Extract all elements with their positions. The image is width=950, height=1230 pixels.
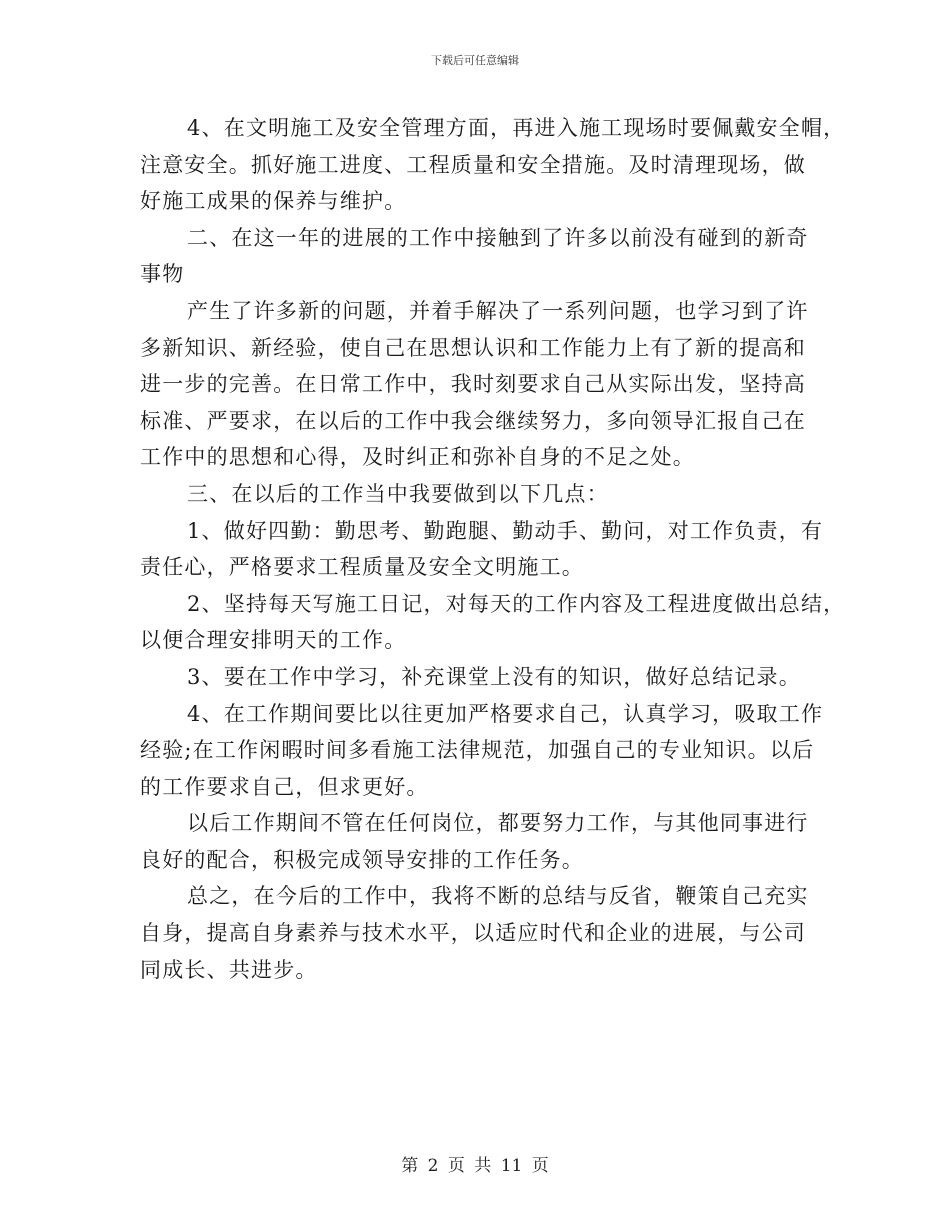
page-number: 第 2 页 共 11 页 [401, 1156, 549, 1176]
text-line: 2、坚持每天写施工日记，对每天的工作内容及工程进度做出总结， [187, 591, 846, 616]
text-line: 进一步的完善。在日常工作中，我时刻要求自己从实际出发，坚持高 [140, 372, 806, 397]
text-line: 标准、严要求，在以后的工作中我会继续努力，多向领导汇报自己在 [140, 408, 806, 433]
page-header: 下载后可任意编辑 [431, 54, 519, 67]
text-line: 责任心，严格要求工程质量及安全文明施工。 [140, 555, 584, 580]
text-line: 以便合理安排明天的工作。 [140, 628, 407, 653]
text-line: 好施工成果的保养与维护。 [140, 189, 407, 214]
text-line: 3、要在工作中学习，补充课堂上没有的知识，做好总结记录。 [187, 664, 801, 689]
text-line: 注意安全。抓好施工进度、工程质量和安全措施。及时清理现场，做 [140, 152, 806, 177]
text-line: 4、在文明施工及安全管理方面，再进入施工现场时要佩戴安全帽， [187, 116, 846, 140]
text-line: 1、做好四勤：勤思考、勤跑腿、勤动手、勤问，对工作负责，有 [187, 518, 824, 543]
text-line: 自身，提高自身素养与技术水平，以适应时代和企业的进展，与公司 [140, 921, 806, 946]
text-line: 事物 [140, 262, 185, 287]
text-line: 二、在这一年的进展的工作中接触到了许多以前没有碰到的新奇 [187, 225, 809, 250]
text-line: 同成长、共进步。 [140, 957, 318, 982]
text-line: 的工作要求自己，但求更好。 [140, 774, 429, 799]
text-line: 良好的配合，积极完成领导安排的工作任务。 [140, 847, 584, 872]
text-line: 产生了许多新的问题，并着手解决了一系列问题，也学习到了许 [187, 298, 809, 323]
text-line: 经验;在工作闲暇时间多看施工法律规范，加强自己的专业知识。以后 [140, 738, 815, 763]
text-line: 多新知识、新经验，使自己在思想认识和工作能力上有了新的提高和 [140, 335, 806, 360]
text-line: 工作中的思想和心得，及时纠正和弥补自身的不足之处。 [140, 445, 695, 470]
text-line: 三、在以后的工作当中我要做到以下几点： [187, 481, 609, 506]
text-line: 总之，在今后的工作中，我将不断的总结与反省，鞭策自己充实 [187, 884, 809, 909]
text-line: 以后工作期间不管在任何岗位，都要努力工作，与其他同事进行 [187, 811, 809, 836]
text-line: 4、在工作期间要比以往更加严格要求自己，认真学习，吸取工作 [187, 701, 824, 726]
document-body [140, 110, 846, 988]
